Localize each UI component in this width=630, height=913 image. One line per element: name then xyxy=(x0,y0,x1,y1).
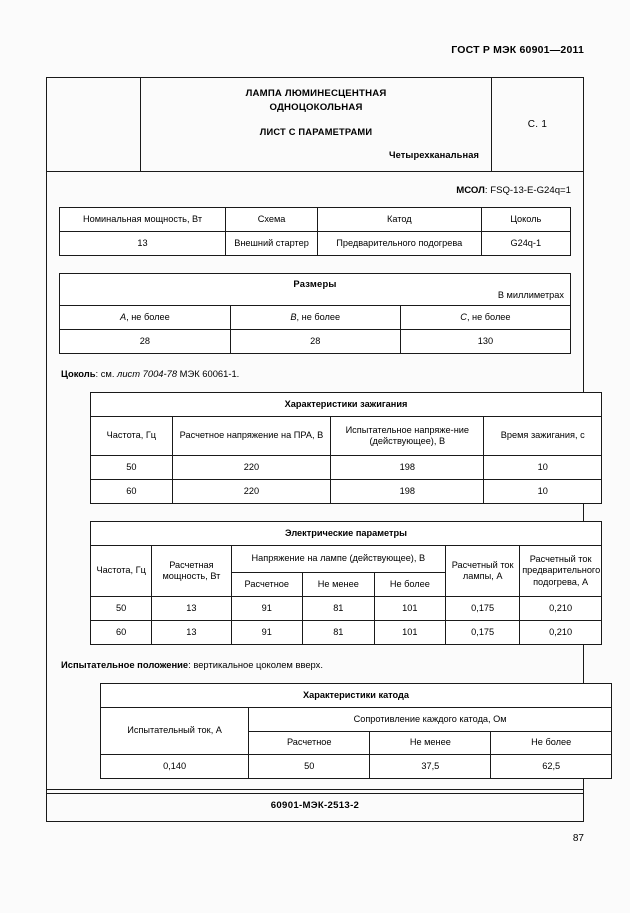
cell-el-preheat-current-50: 0,210 xyxy=(520,597,602,621)
electrical-title: Электрические параметры xyxy=(91,522,602,546)
table-row xyxy=(91,456,602,480)
cell-el-voltage-max-60: 101 xyxy=(374,621,446,645)
dim-b-symbol: B xyxy=(290,311,297,322)
cell-cathode: Предварительного подогрева xyxy=(318,232,482,256)
channel-note: Четырехканальная xyxy=(388,150,479,160)
table-row xyxy=(91,597,602,621)
col-header-test-voltage: Испытательное напряже-ние (действующее), В xyxy=(331,417,484,456)
col-header-rated-power: Номинальная мощность, Вт xyxy=(60,208,226,232)
cell-test-voltage-50: 198 xyxy=(331,456,484,480)
cell-ballast-voltage-60: 220 xyxy=(172,480,330,504)
cell-ignition-frequency-60: 60 xyxy=(91,480,173,504)
test-position-note xyxy=(61,659,571,670)
cap-note-sheet: лист 7004-78 xyxy=(117,368,178,379)
test-position-separator: : xyxy=(188,659,194,670)
cell-el-voltage-min-60: 81 xyxy=(303,621,375,645)
document-frame xyxy=(46,77,601,794)
cell-ballast-voltage-50: 220 xyxy=(172,456,330,480)
cell-rated-power: 13 xyxy=(60,232,226,256)
col-header-frequency: Частота, Гц xyxy=(91,546,152,597)
col-header-voltage-min: Не менее xyxy=(303,573,375,597)
title-block xyxy=(47,78,583,172)
col-header-ignition-time: Время зажигания, с xyxy=(484,417,602,456)
col-header-rated-power-el: Расчетная мощность, Вт xyxy=(152,546,231,597)
cathode-characteristics-table xyxy=(100,683,612,779)
table-row xyxy=(60,232,571,256)
document-body xyxy=(47,172,601,793)
cell-el-voltage-rated-60: 91 xyxy=(231,621,303,645)
cell-el-power-50: 13 xyxy=(152,597,231,621)
cell-resistance-min: 37,5 xyxy=(370,755,491,779)
sheet-page-cell xyxy=(492,78,583,171)
page-number: 87 xyxy=(572,833,584,844)
table-row-title xyxy=(91,393,602,417)
dim-a-rest: , не более xyxy=(126,311,170,322)
col-header-dim-b xyxy=(230,306,400,330)
table-row xyxy=(91,621,602,645)
dimensions-title-cell xyxy=(60,274,571,306)
cathode-title: Характеристики катода xyxy=(101,684,612,708)
table-row-header xyxy=(60,208,571,232)
datasheet-subtitle: ЛИСТ С ПАРАМЕТРАМИ xyxy=(259,127,373,137)
cell-dim-c: 130 xyxy=(400,330,570,354)
test-position-label: Испытательное положение xyxy=(61,659,189,670)
cell-el-voltage-max-50: 101 xyxy=(374,597,446,621)
table-row-header xyxy=(91,546,602,573)
cell-ignition-time-50: 10 xyxy=(484,456,602,480)
cap-note-text-1: см. xyxy=(100,368,118,379)
col-header-resistance-min: Не менее xyxy=(370,731,491,755)
cap-note-text-2: МЭК 60061-1. xyxy=(177,368,240,379)
cell-el-preheat-current-60: 0,210 xyxy=(520,621,602,645)
cell-test-voltage-60: 198 xyxy=(331,480,484,504)
lamp-title-line1: ЛАМПА ЛЮМИНЕСЦЕНТНАЯ xyxy=(245,88,387,99)
running-head: ГОСТ Р МЭК 60901—2011 xyxy=(451,44,584,56)
dim-b-rest: , не более xyxy=(296,311,341,322)
table-row xyxy=(101,755,612,779)
figure-placeholder-cell xyxy=(47,78,141,171)
cap-note-separator: : xyxy=(95,368,101,379)
col-header-resistance-group: Сопротивление каждого катода, Ом xyxy=(249,708,612,732)
col-header-cathode: Катод xyxy=(318,208,482,232)
dimensions-unit: В миллиметрах xyxy=(497,289,564,300)
cell-cap: G24q-1 xyxy=(481,232,570,256)
col-header-ignition-frequency: Частота, Гц xyxy=(91,417,173,456)
dimensions-title: Размеры xyxy=(293,278,337,289)
footer-sheet-code: 60901-МЭК-2513-2 xyxy=(270,800,360,811)
cell-test-current: 0,140 xyxy=(101,755,249,779)
table-row-header xyxy=(60,306,571,330)
col-header-dim-c xyxy=(400,306,570,330)
cell-resistance-rated: 50 xyxy=(249,755,370,779)
lamp-title-line2: ОДНОЦОКОЛЬНАЯ xyxy=(269,101,363,113)
col-header-lamp-voltage-group: Напряжение на лампе (действующее), В xyxy=(231,546,446,573)
ignition-characteristics-table xyxy=(90,392,602,504)
lamp-code-separator: : xyxy=(484,185,491,196)
cell-el-lamp-current-60: 0,175 xyxy=(446,621,520,645)
cap-reference-note xyxy=(61,368,571,379)
col-header-cap: Цоколь xyxy=(481,208,570,232)
table-row xyxy=(60,330,571,354)
cell-ignition-time-60: 10 xyxy=(484,480,602,504)
col-header-preheat-current: Расчетный ток предварительного подогрева, А xyxy=(520,546,602,597)
test-position-text: вертикальное цоколем вверх. xyxy=(193,659,323,670)
cap-note-label: Цоколь xyxy=(61,368,96,379)
lamp-code-line xyxy=(59,172,571,207)
cell-el-lamp-current-50: 0,175 xyxy=(446,597,520,621)
col-header-voltage-max: Не более xyxy=(374,573,446,597)
col-header-resistance-rated: Расчетное xyxy=(249,731,370,755)
col-header-ballast-voltage: Расчетное напряжение на ПРА, В xyxy=(172,417,330,456)
footer-box xyxy=(46,789,584,822)
lamp-code-label: МСОЛ xyxy=(456,185,485,196)
table-row-title xyxy=(60,274,571,306)
cell-el-power-60: 13 xyxy=(152,621,231,645)
dim-c-symbol: C xyxy=(460,311,467,322)
title-cell xyxy=(141,78,492,171)
col-header-circuit: Схема xyxy=(226,208,318,232)
cell-el-frequency-60: 60 xyxy=(91,621,152,645)
cell-resistance-max: 62,5 xyxy=(491,755,612,779)
table-row xyxy=(91,480,602,504)
cell-el-frequency-50: 50 xyxy=(91,597,152,621)
dimensions-table xyxy=(59,273,571,354)
dim-a-symbol: A xyxy=(119,311,127,322)
col-header-test-current: Испытательный ток, А xyxy=(101,708,249,755)
col-header-lamp-current: Расчетный ток лампы, А xyxy=(446,546,520,597)
electrical-parameters-table xyxy=(90,521,602,645)
table-row-header xyxy=(91,417,602,456)
table-row-header xyxy=(101,708,612,732)
dim-c-rest: , не более xyxy=(466,311,511,322)
rated-parameters-table xyxy=(59,207,571,256)
cell-el-voltage-rated-50: 91 xyxy=(231,597,303,621)
cell-dim-b: 28 xyxy=(230,330,400,354)
table-row-title xyxy=(101,684,612,708)
col-header-dim-a xyxy=(60,306,231,330)
cell-circuit: Внешний стартер xyxy=(226,232,318,256)
cell-dim-a: 28 xyxy=(60,330,231,354)
sheet-page-label: С. 1 xyxy=(527,119,548,130)
cell-el-voltage-min-50: 81 xyxy=(303,597,375,621)
col-header-resistance-max: Не более xyxy=(491,731,612,755)
ignition-title: Характеристики зажигания xyxy=(91,393,602,417)
table-row-title xyxy=(91,522,602,546)
col-header-voltage-rated: Расчетное xyxy=(231,573,303,597)
lamp-code-value: FSQ-13-E-G24q=1 xyxy=(490,185,571,196)
cell-ignition-frequency-50: 50 xyxy=(91,456,173,480)
